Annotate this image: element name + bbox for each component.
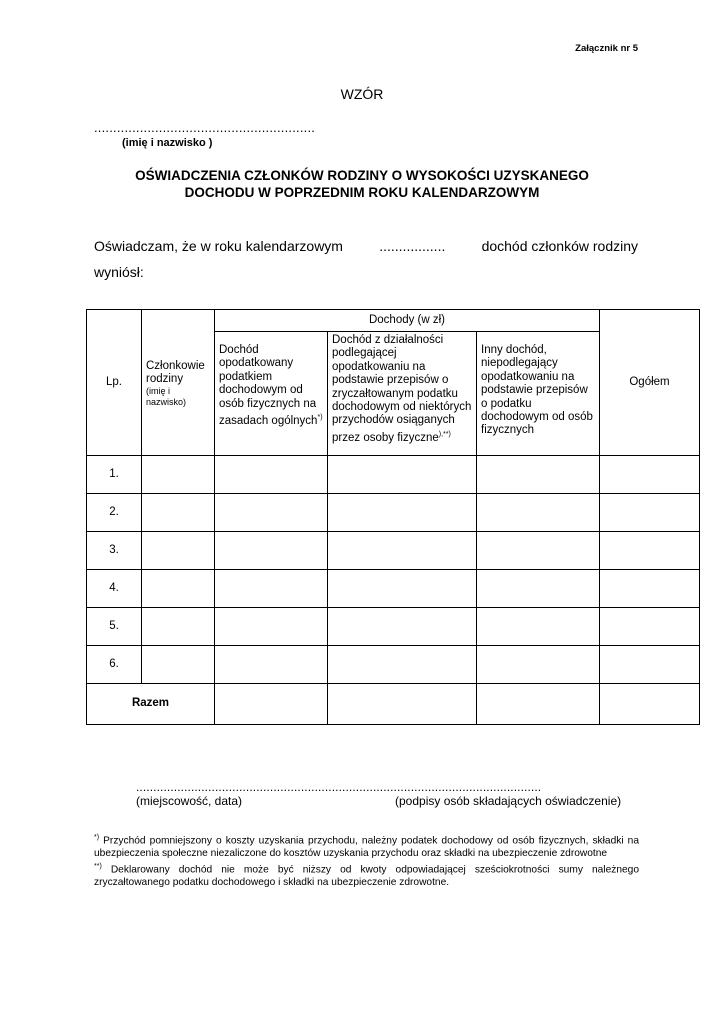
signature-dotted-line: ......................................................................................................................	[136, 780, 542, 794]
name-dotted-line: ..........................................................	[94, 120, 316, 135]
footnote-1-mark: *)	[94, 834, 100, 841]
cell-total[interactable]	[600, 570, 700, 608]
cell-member[interactable]	[142, 456, 215, 494]
cell-income-other[interactable]	[477, 570, 600, 608]
header-income-general: Dochód opodatkowany podatkiem dochodowym od osób fizycznych na zasadach ogólnych*)	[215, 332, 328, 456]
header-income-group: Dochody (w zł)	[215, 310, 600, 332]
sum-income-other[interactable]	[477, 684, 600, 725]
footnote-2-text: Deklarowany dochód nie może być niższy od kwoty odpowiadającej sześciokrotności sumy należnego zryczałtowanego podatku dochodowego i składki na ubezpieczenie zdrowotne.	[94, 863, 639, 888]
table-row	[87, 570, 700, 608]
cell-income-general[interactable]	[215, 570, 328, 608]
statement-year-dots: .................	[379, 238, 446, 254]
document-heading	[80, 167, 644, 201]
header-income-flat-rate: Dochód z działalności podlegającej opodatkowaniu na podstawie przepisów o zryczałtowanym podatku dochodowym od niektórych przychodów osiąganych przez osoby fizyczne),**)	[328, 332, 477, 456]
header-family-members	[142, 310, 215, 456]
cell-income-flat-rate[interactable]	[328, 456, 477, 494]
footnote-2-mark: **)	[94, 862, 102, 870]
row-number: 4.	[87, 570, 142, 608]
header-family-members-label: Członkowie rodziny	[146, 359, 205, 385]
cell-total[interactable]	[600, 456, 700, 494]
signatures-label: (podpisy osób składających oświadczenie)	[395, 794, 622, 808]
heading-line-1: OŚWIADCZENIA CZŁONKÓW RODZINY O WYSOKOŚCI UZYSKANEGO	[135, 168, 589, 183]
cell-member[interactable]	[142, 646, 215, 684]
sum-income-general[interactable]	[215, 684, 328, 725]
income-table	[86, 309, 700, 725]
cell-income-other[interactable]	[477, 456, 600, 494]
name-label: (imię i nazwisko )	[122, 137, 213, 149]
cell-income-general[interactable]	[215, 456, 328, 494]
sum-label: Razem	[87, 684, 215, 725]
cell-income-other[interactable]	[477, 532, 600, 570]
place-date-label: (miejscowość, data)	[136, 794, 243, 808]
cell-income-general[interactable]	[215, 532, 328, 570]
cell-income-other[interactable]	[477, 608, 600, 646]
cell-total[interactable]	[600, 494, 700, 532]
row-number: 6.	[87, 646, 142, 684]
cell-member[interactable]	[142, 532, 215, 570]
heading-line-2: DOCHODU W POPRZEDNIM ROKU KALENDARZOWYM	[184, 185, 540, 200]
header-income-other: Inny dochód, niepodlegający opodatkowaniu na podstawie przepisów o podatku dochodowym od osób fizycznych	[477, 332, 600, 456]
table-row	[87, 532, 700, 570]
statement-part-3: wyniósł:	[94, 264, 144, 280]
cell-member[interactable]	[142, 608, 215, 646]
table-row	[87, 456, 700, 494]
cell-total[interactable]	[600, 608, 700, 646]
form-title: WZÓR	[340, 86, 384, 102]
table-row	[87, 608, 700, 646]
cell-member[interactable]	[142, 494, 215, 532]
cell-income-flat-rate[interactable]	[328, 570, 477, 608]
sum-total[interactable]	[600, 684, 700, 725]
statement-part-2: dochód członków rodziny	[481, 238, 638, 254]
header-lp: Lp.	[87, 310, 142, 456]
footnote-2	[94, 861, 639, 890]
cell-member[interactable]	[142, 570, 215, 608]
cell-income-flat-rate[interactable]	[328, 532, 477, 570]
sum-income-flat-rate[interactable]	[328, 684, 477, 725]
cell-income-other[interactable]	[477, 646, 600, 684]
sum-row	[87, 684, 700, 725]
row-number: 2.	[87, 494, 142, 532]
table-row	[87, 494, 700, 532]
table-row	[87, 646, 700, 684]
footnote-1-text: Przychód pomniejszony o koszty uzyskania przychodu, należny podatek dochodowy od osób fizycznych, składki na ubezpieczenia społeczne niezaliczone do kosztów uzyskania przychodu oraz składki na ubezpieczenie zdrowotne	[94, 835, 639, 859]
cell-income-flat-rate[interactable]	[328, 646, 477, 684]
row-number: 1.	[87, 456, 142, 494]
cell-income-flat-rate[interactable]	[328, 494, 477, 532]
cell-total[interactable]	[600, 532, 700, 570]
cell-income-other[interactable]	[477, 494, 600, 532]
footnotes	[94, 832, 639, 889]
footnote-1	[94, 832, 639, 861]
attachment-number: Załącznik nr 5	[575, 43, 638, 54]
header-family-members-sub: (imię i nazwisko)	[146, 386, 187, 407]
statement-part-1: Oświadczam, że w roku kalendarzowym	[94, 238, 343, 254]
row-number: 5.	[87, 608, 142, 646]
cell-income-general[interactable]	[215, 608, 328, 646]
row-number: 3.	[87, 532, 142, 570]
cell-income-flat-rate[interactable]	[328, 608, 477, 646]
cell-income-general[interactable]	[215, 494, 328, 532]
cell-total[interactable]	[600, 646, 700, 684]
statement	[94, 233, 638, 285]
cell-income-general[interactable]	[215, 646, 328, 684]
header-total: Ogółem	[600, 310, 700, 456]
footnote-ref-1: *)	[317, 414, 323, 422]
footnote-ref-2: ),**)	[438, 430, 451, 438]
